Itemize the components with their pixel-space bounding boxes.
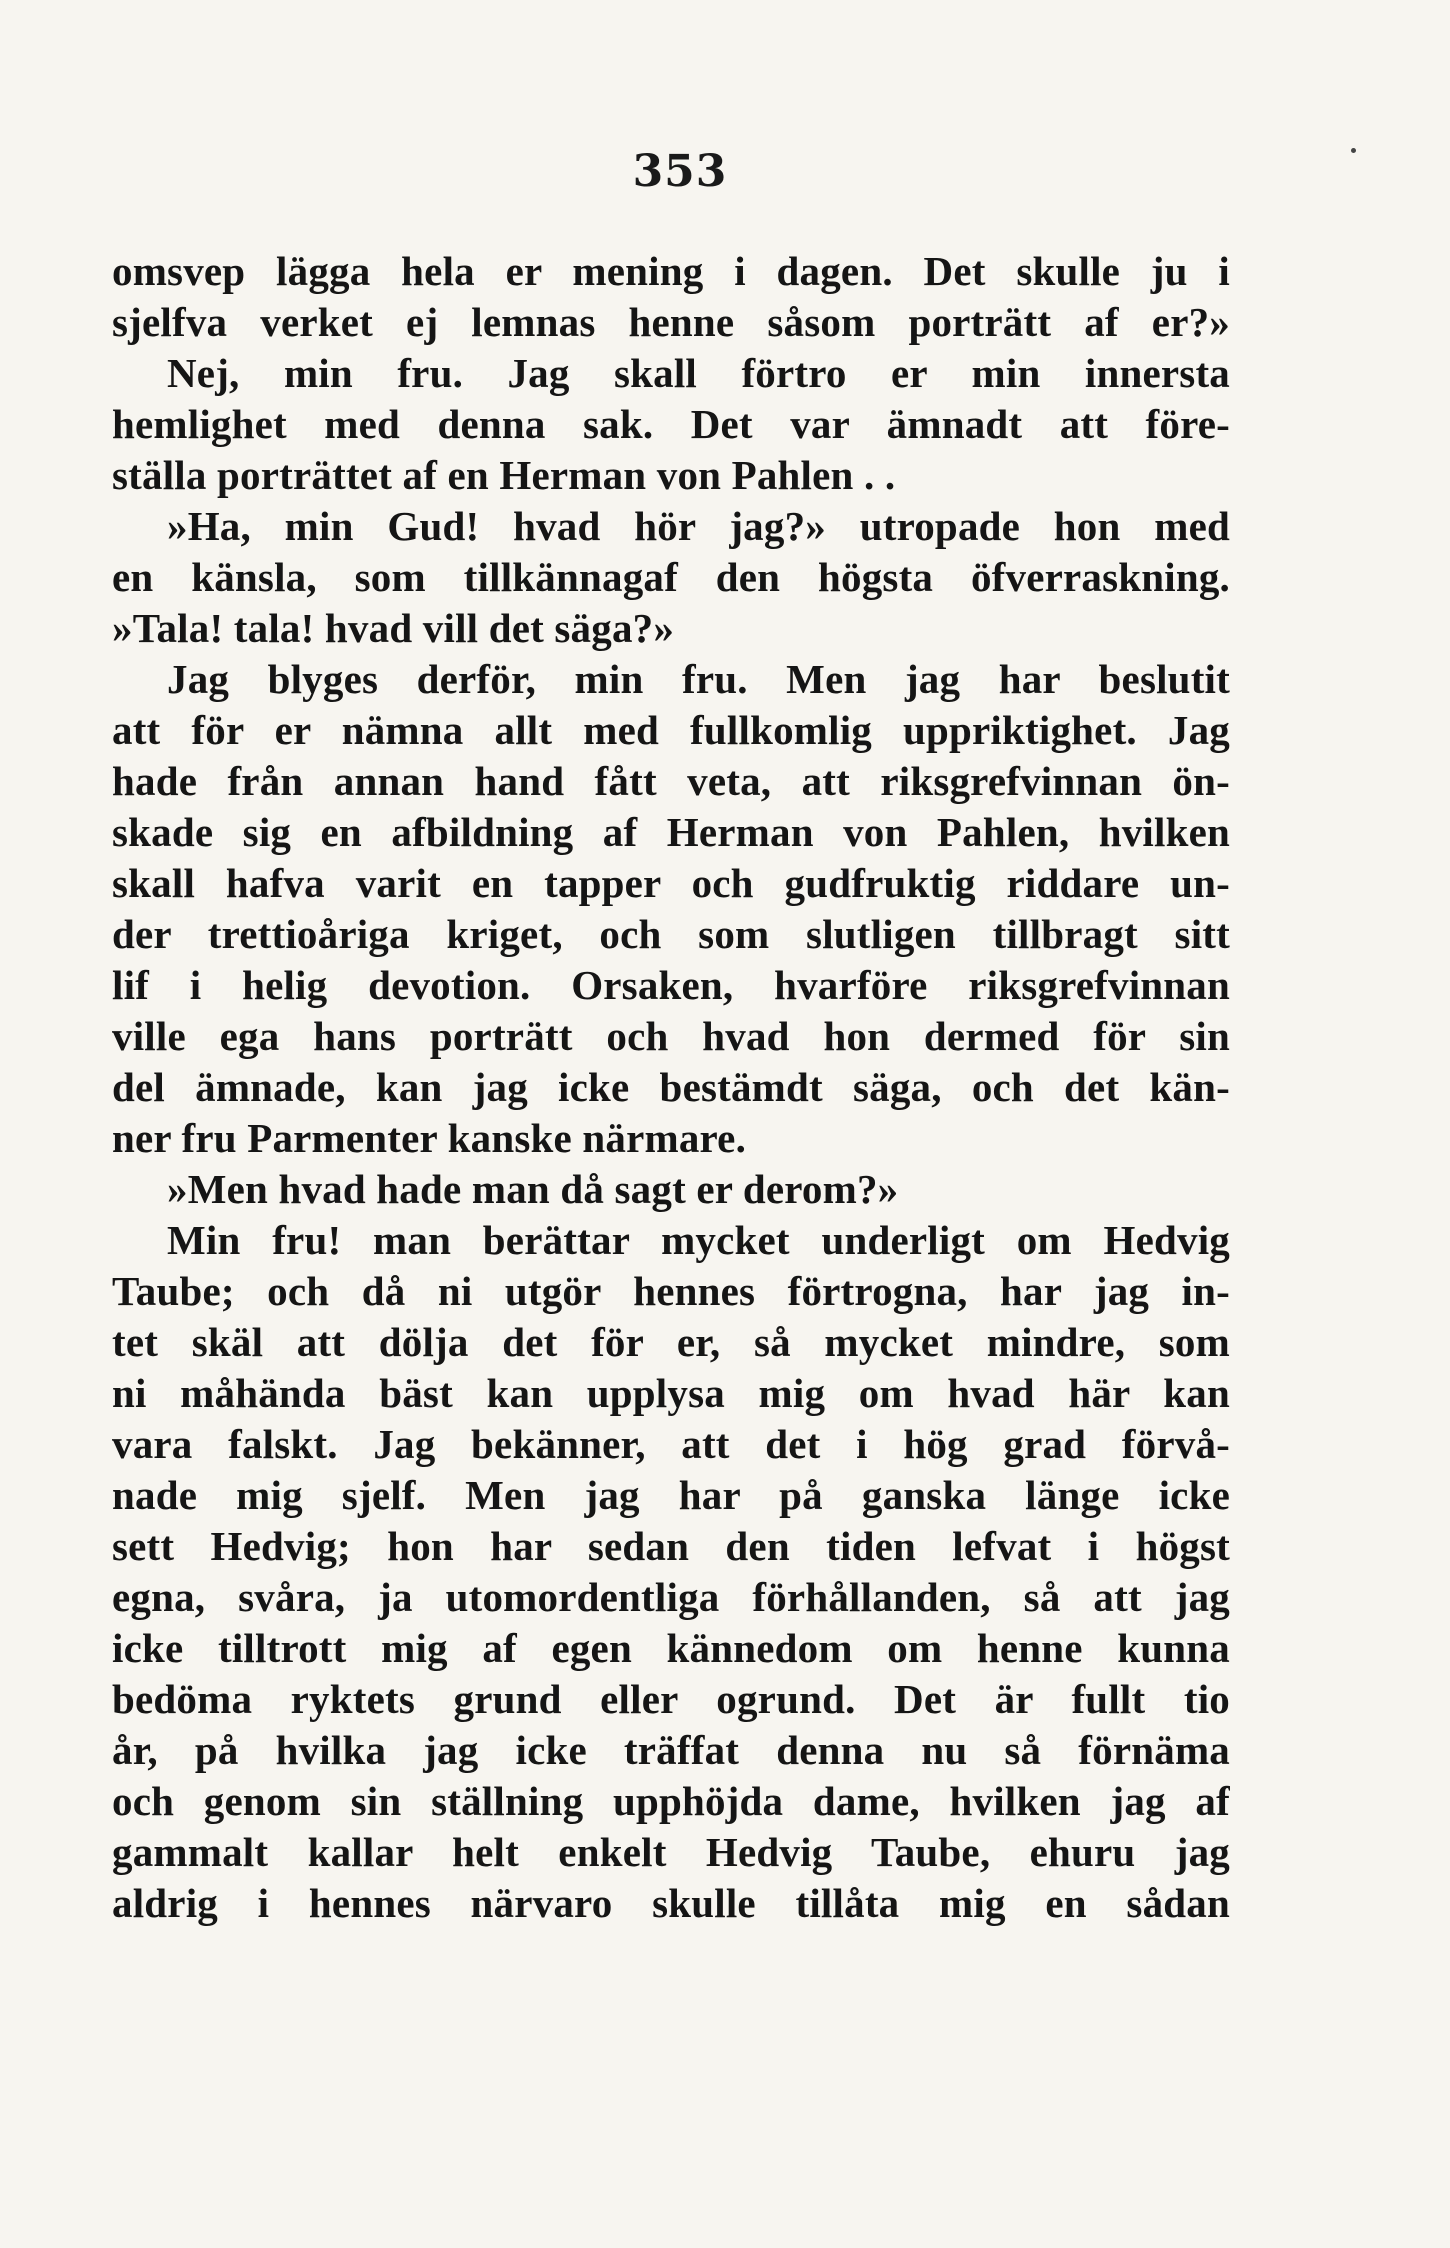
text-line: bedöma ryktets grund eller ogrund. Det är fullt tio <box>112 1676 1230 1722</box>
text-line: omsvep lägga hela er mening i dagen. Det skulle ju i <box>112 248 1230 294</box>
text-line: Nej, min fru. Jag skall förtro er min innersta <box>167 350 1230 396</box>
text-line: gammalt kallar helt enkelt Hedvig Taube, ehuru jag <box>112 1829 1230 1875</box>
text-line: Min fru! man berättar mycket underligt om Hedvig <box>167 1217 1230 1263</box>
text-line: egna, svåra, ja utomordentliga förhållanden, så att jag <box>112 1574 1230 1620</box>
text-line: ställa porträttet af en Herman von Pahlen . . <box>112 452 896 498</box>
text-line: ni måhända bäst kan upplysa mig om hvad här kan <box>112 1370 1230 1416</box>
text-line: hemlighet med denna sak. Det var ämnadt att före- <box>112 401 1230 447</box>
text-line: sett Hedvig; hon har sedan den tiden lefvat i högst <box>112 1523 1230 1569</box>
text-line: hade från annan hand fått veta, att riksgrefvinnan ön- <box>112 758 1230 804</box>
body-text <box>112 246 1230 1929</box>
text-line: Jag blyges derför, min fru. Men jag har beslutit <box>167 656 1230 702</box>
text-line: tet skäl att dölja det för er, så mycket mindre, som <box>112 1319 1230 1365</box>
paper-speck <box>1351 148 1356 153</box>
text-line: icke tilltrott mig af egen kännedom om henne kunna <box>112 1625 1230 1671</box>
text-line: ner fru Parmenter kanske närmare. <box>112 1115 747 1161</box>
text-line: att för er nämna allt med fullkomlig uppriktighet. Jag <box>112 707 1230 753</box>
text-line: år, på hvilka jag icke träffat denna nu så förnäma <box>112 1727 1230 1773</box>
text-line: aldrig i hennes närvaro skulle tillåta mig en sådan <box>112 1880 1230 1926</box>
text-line: nade mig sjelf. Men jag har på ganska länge icke <box>112 1472 1230 1518</box>
text-line: »Tala! tala! hvad vill det säga?» <box>112 605 675 651</box>
page-number: 353 <box>632 146 728 197</box>
text-line: och genom sin ställning upphöjda dame, hvilken jag af <box>112 1778 1230 1824</box>
text-line: skade sig en afbildning af Herman von Pahlen, hvilken <box>112 809 1230 855</box>
text-line: Taube; och då ni utgör hennes förtrogna, har jag in- <box>112 1268 1230 1314</box>
text-line: lif i helig devotion. Orsaken, hvarföre riksgrefvinnan <box>112 962 1230 1008</box>
text-line: ville ega hans porträtt och hvad hon dermed för sin <box>112 1013 1230 1059</box>
text-line: »Men hvad hade man då sagt er derom?» <box>167 1166 899 1212</box>
text-line: del ämnade, kan jag icke bestämdt säga, och det kän- <box>112 1064 1230 1110</box>
text-line: der trettioåriga kriget, och som slutligen tillbragt sitt <box>112 911 1230 957</box>
text-line: en känsla, som tillkännagaf den högsta öfverraskning. <box>112 554 1230 600</box>
text-line: skall hafva varit en tapper och gudfruktig riddare un- <box>112 860 1230 906</box>
text-line: sjelfva verket ej lemnas henne såsom porträtt af er?» <box>112 299 1230 345</box>
text-line: vara falskt. Jag bekänner, att det i hög grad förvå- <box>112 1421 1230 1467</box>
text-line: »Ha, min Gud! hvad hör jag?» utropade hon med <box>167 503 1230 549</box>
